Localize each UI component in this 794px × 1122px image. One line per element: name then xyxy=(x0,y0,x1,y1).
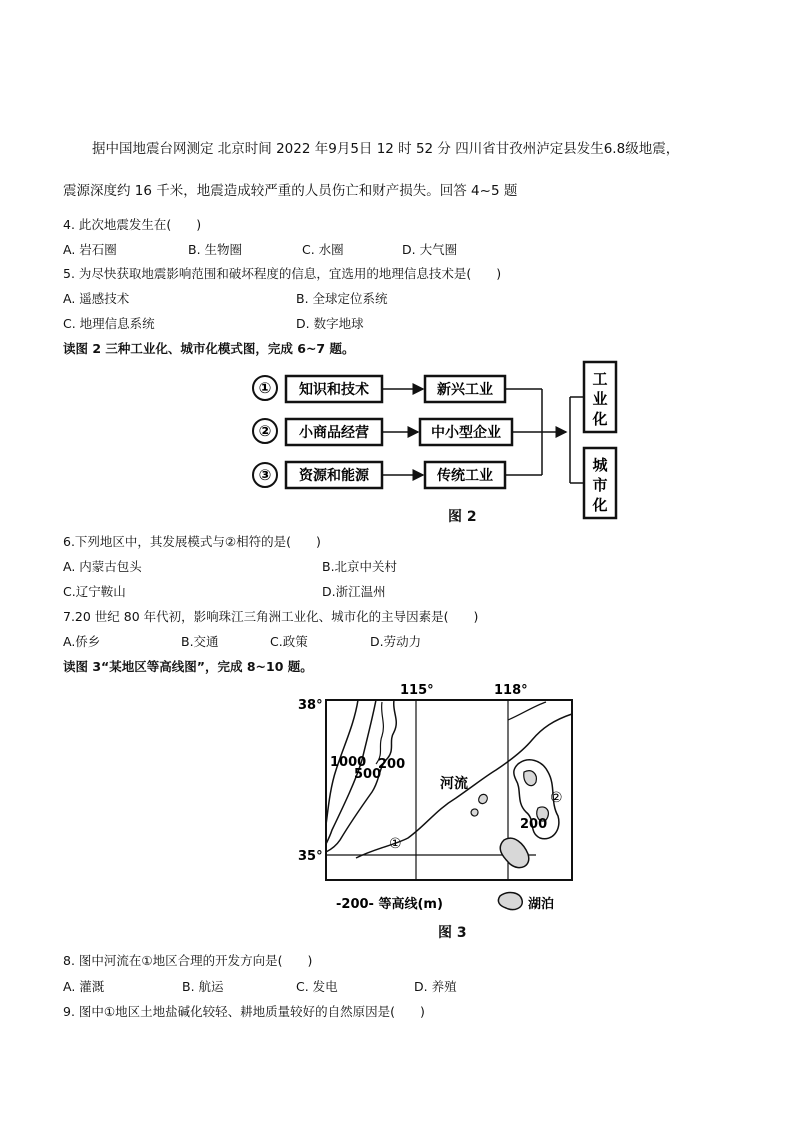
q7-option-c: C.政策 xyxy=(270,634,308,649)
fig2-intro: 读图 2 三种工业化、城市化模式图，完成 6~7 题。 xyxy=(63,341,355,356)
q4-option-c: C. 水圈 xyxy=(302,242,344,257)
q6-stem: 6.下列地区中，其发展模式与②相符的是( ) xyxy=(63,534,321,549)
fig2-caption: 图 2 xyxy=(448,509,477,525)
outcome-bottom-char-3: 化 xyxy=(592,496,608,514)
fig2-diagram xyxy=(240,358,620,530)
fig3-contour-map xyxy=(296,680,586,916)
q8-option-b: B. 航运 xyxy=(182,979,224,994)
q8-option-d: D. 养殖 xyxy=(414,979,457,994)
row3-num: ③ xyxy=(258,466,272,484)
intro-line-1: 据中国地震台网测定 北京时间 2022 年9月5日 12 时 52 分 四川省甘孜州泸定县发生6.8级地震， xyxy=(92,141,680,157)
q5-option-c: C. 地理信息系统 xyxy=(63,316,155,331)
lat-top-label: 38° xyxy=(298,698,323,713)
outcome-top-char-1: 工 xyxy=(592,370,608,388)
lake-east-1 xyxy=(524,771,537,786)
q6-option-d: D.浙江温州 xyxy=(322,584,386,599)
legend-lake-label: 湖泊 xyxy=(528,897,555,912)
legend-lake-icon xyxy=(498,893,522,910)
q4-stem: 4. 此次地震发生在( ) xyxy=(63,217,202,232)
lake-south xyxy=(500,838,529,867)
outcome-top-char-3: 化 xyxy=(592,410,608,428)
q5-option-d: D. 数字地球 xyxy=(296,316,364,331)
legend-contour: -200- 等高线(m) xyxy=(336,897,443,912)
row1-num: ① xyxy=(258,379,272,397)
contour-label-200-west: 200 xyxy=(378,757,406,772)
contour-label-500: 500 xyxy=(354,767,382,782)
row1-industry: 新兴工业 xyxy=(437,382,493,398)
row3-source: 资源和能源 xyxy=(299,468,369,484)
fig3-caption: 图 3 xyxy=(438,925,467,941)
row2-source: 小商品经营 xyxy=(299,425,369,441)
q5-option-a: A. 遥感技术 xyxy=(63,291,130,306)
river-label: 河流 xyxy=(440,776,468,792)
contour-label-1000: 1000 xyxy=(330,755,367,770)
fig3-intro: 读图 3“某地区等高线图”，完成 8~10 题。 xyxy=(63,659,313,674)
q5-stem: 5. 为尽快获取地震影响范围和破坏程度的信息，宜选用的地理信息技术是( ) xyxy=(63,266,502,281)
marker-2: ② xyxy=(550,790,563,806)
q7-option-b: B.交通 xyxy=(181,634,219,649)
row1-source: 知识和技术 xyxy=(299,382,369,398)
q5-option-b: B. 全球定位系统 xyxy=(296,291,388,306)
q6-option-b: B.北京中关村 xyxy=(322,559,398,574)
lon2-label: 118° xyxy=(494,683,528,698)
q7-option-a: A.侨乡 xyxy=(63,634,101,649)
row3-industry: 传统工业 xyxy=(437,468,493,484)
q6-option-a: A. 内蒙古包头 xyxy=(63,559,142,574)
outcome-top-char-2: 业 xyxy=(592,390,608,408)
q8-option-c: C. 发电 xyxy=(296,979,338,994)
lake-small-1 xyxy=(479,794,488,803)
q4-option-d: D. 大气圈 xyxy=(402,242,458,257)
q6-option-c: C.辽宁鞍山 xyxy=(63,584,126,599)
outcome-bottom-char-1: 城 xyxy=(592,456,608,474)
lake-small-2 xyxy=(471,809,478,816)
q4-option-b: B. 生物圈 xyxy=(188,242,243,257)
lat-bottom-label: 35° xyxy=(298,849,323,864)
q9-stem: 9. 图中①地区土地盐碱化较轻、耕地质量较好的自然原因是( ) xyxy=(63,1004,425,1019)
marker-1: ① xyxy=(389,836,402,852)
outcome-bottom-char-2: 市 xyxy=(592,476,608,494)
q7-option-d: D.劳动力 xyxy=(370,634,422,649)
intro-line-2: 震源深度约 16 千米，地震造成较严重的人员伤亡和财产损失。回答 4~5 题 xyxy=(63,183,518,199)
q7-stem: 7.20 世纪 80 年代初，影响珠江三角洲工业化、城市化的主导因素是( ) xyxy=(63,609,479,624)
q4-option-a: A. 岩石圈 xyxy=(63,242,117,257)
q8-stem: 8. 图中河流在①地区合理的开发方向是( ) xyxy=(63,953,313,968)
lon1-label: 115° xyxy=(400,683,434,698)
row2-industry: 中小型企业 xyxy=(431,425,501,441)
contour-label-200-east: 200 xyxy=(520,817,548,832)
row2-num: ② xyxy=(258,422,272,440)
q8-option-a: A. 灌溉 xyxy=(63,979,105,994)
